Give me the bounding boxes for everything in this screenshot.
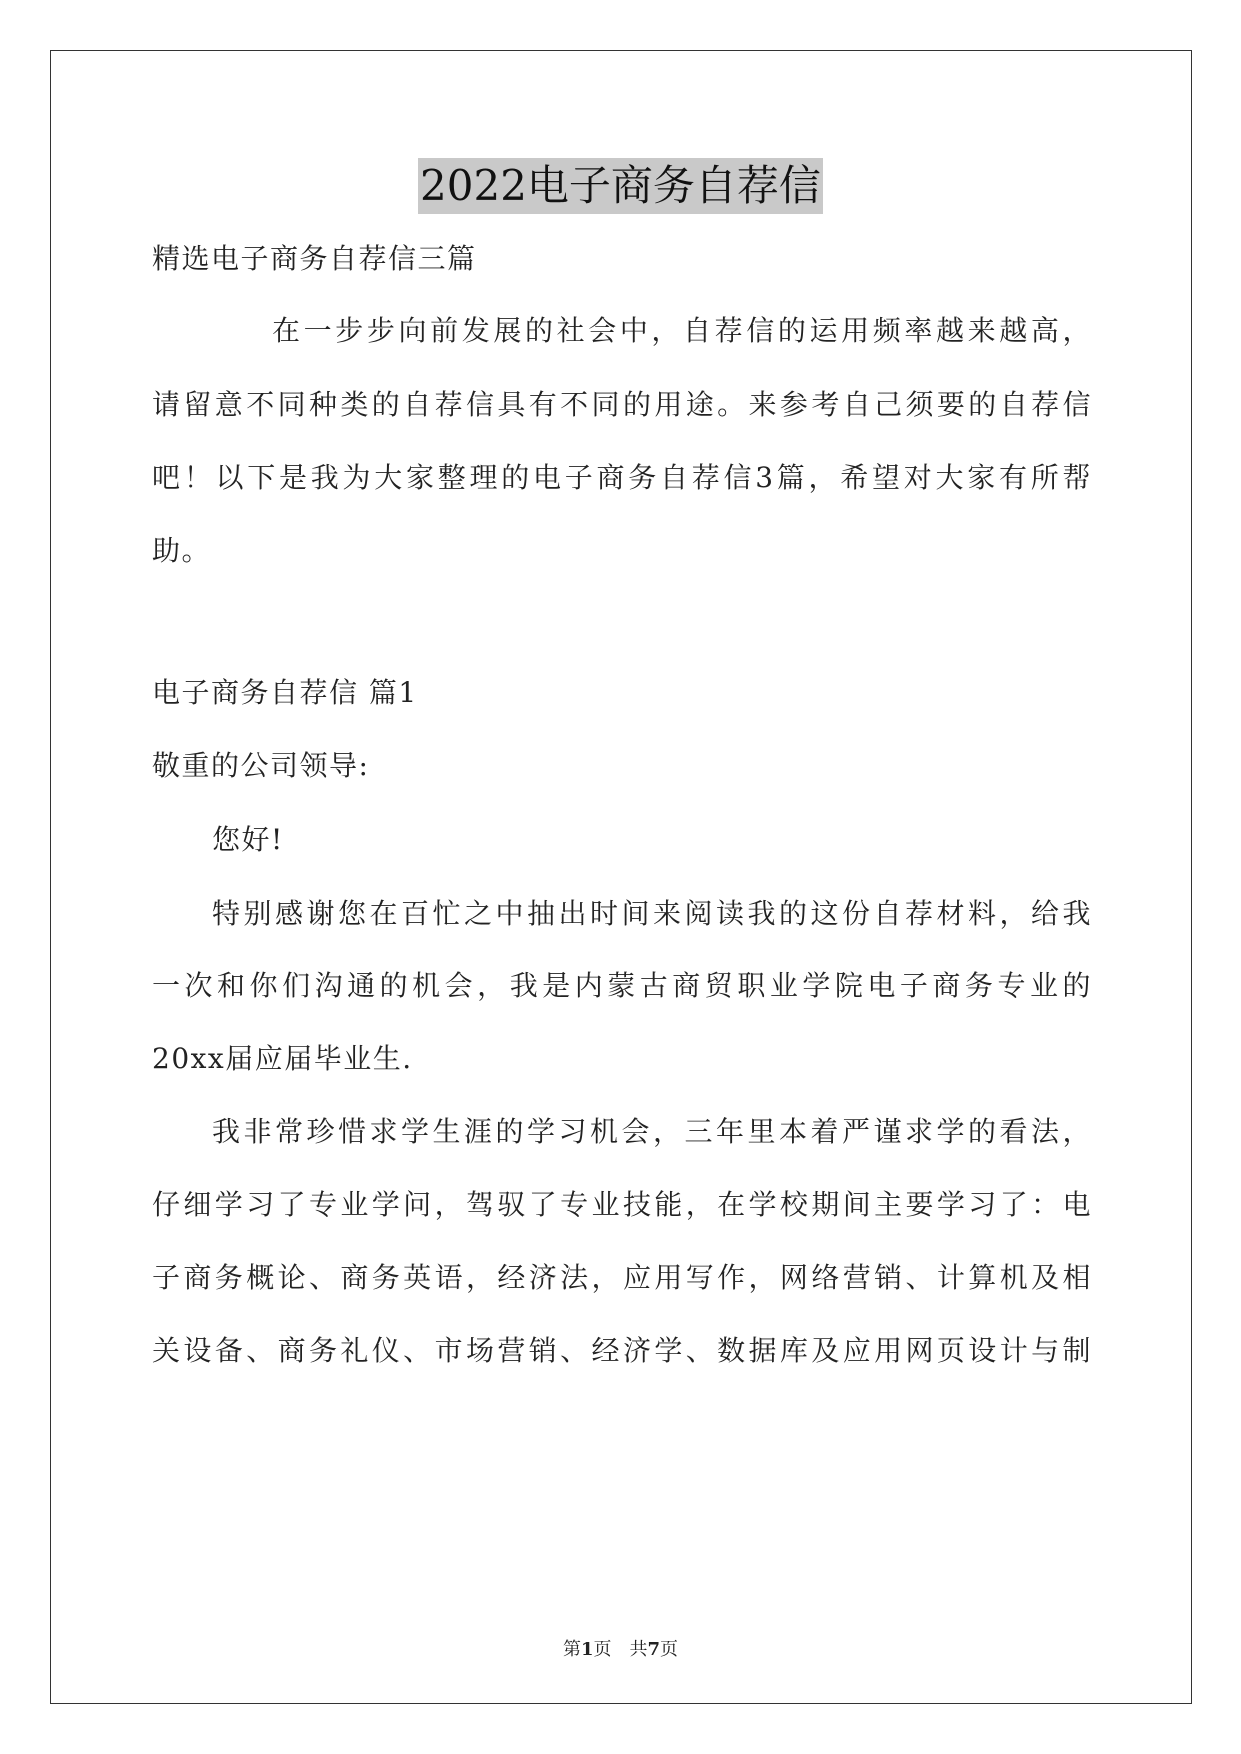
paragraph2-line-2: 仔细学习了专业学问，驾驭了专业技能，在学校期间主要学习了：电 — [152, 1188, 1092, 1221]
page-footer — [0, 1638, 1241, 1662]
document-title: 2022电子商务自荐信 — [418, 158, 823, 214]
footer-page-number: 1 — [580, 1639, 594, 1660]
intro-line-3: 吧！以下是我为大家整理的电子商务自荐信3篇，希望对大家有所帮 — [152, 461, 1092, 494]
footer-prefix: 第 — [562, 1639, 581, 1660]
intro-line-4: 助。 — [152, 534, 212, 567]
subtitle: 精选电子商务自荐信三篇 — [152, 242, 477, 275]
section-heading: 电子商务自荐信 篇1 — [152, 676, 418, 709]
title-container — [0, 158, 1241, 214]
salutation: 敬重的公司领导: — [152, 749, 370, 782]
greeting: 您好! — [212, 823, 284, 856]
paragraph1-line-3: 20xx届应届毕业生. — [152, 1042, 413, 1075]
page-border — [50, 50, 1192, 1704]
paragraph1-line-2: 一次和你们沟通的机会，我是内蒙古商贸职业学院电子商务专业的 — [152, 969, 1092, 1002]
paragraph2-line-4: 关设备、商务礼仪、市场营销、经济学、数据库及应用网页设计与制 — [152, 1334, 1092, 1367]
intro-line-1: 在一步步向前发展的社会中，自荐信的运用频率越来越高， — [272, 314, 1092, 347]
paragraph2-line-1: 我非常珍惜求学生涯的学习机会，三年里本着严谨求学的看法， — [212, 1115, 1092, 1148]
footer-total-pages: 7 — [647, 1639, 661, 1660]
footer-mid: 页 共 — [593, 1639, 648, 1660]
paragraph1-line-1: 特别感谢您在百忙之中抽出时间来阅读我的这份自荐材料，给我 — [212, 897, 1092, 930]
footer-suffix: 页 — [660, 1639, 679, 1660]
paragraph2-line-3: 子商务概论、商务英语，经济法，应用写作，网络营销、计算机及相 — [152, 1261, 1092, 1294]
intro-line-2: 请留意不同种类的自荐信具有不同的用途。来参考自己须要的自荐信 — [152, 388, 1092, 421]
